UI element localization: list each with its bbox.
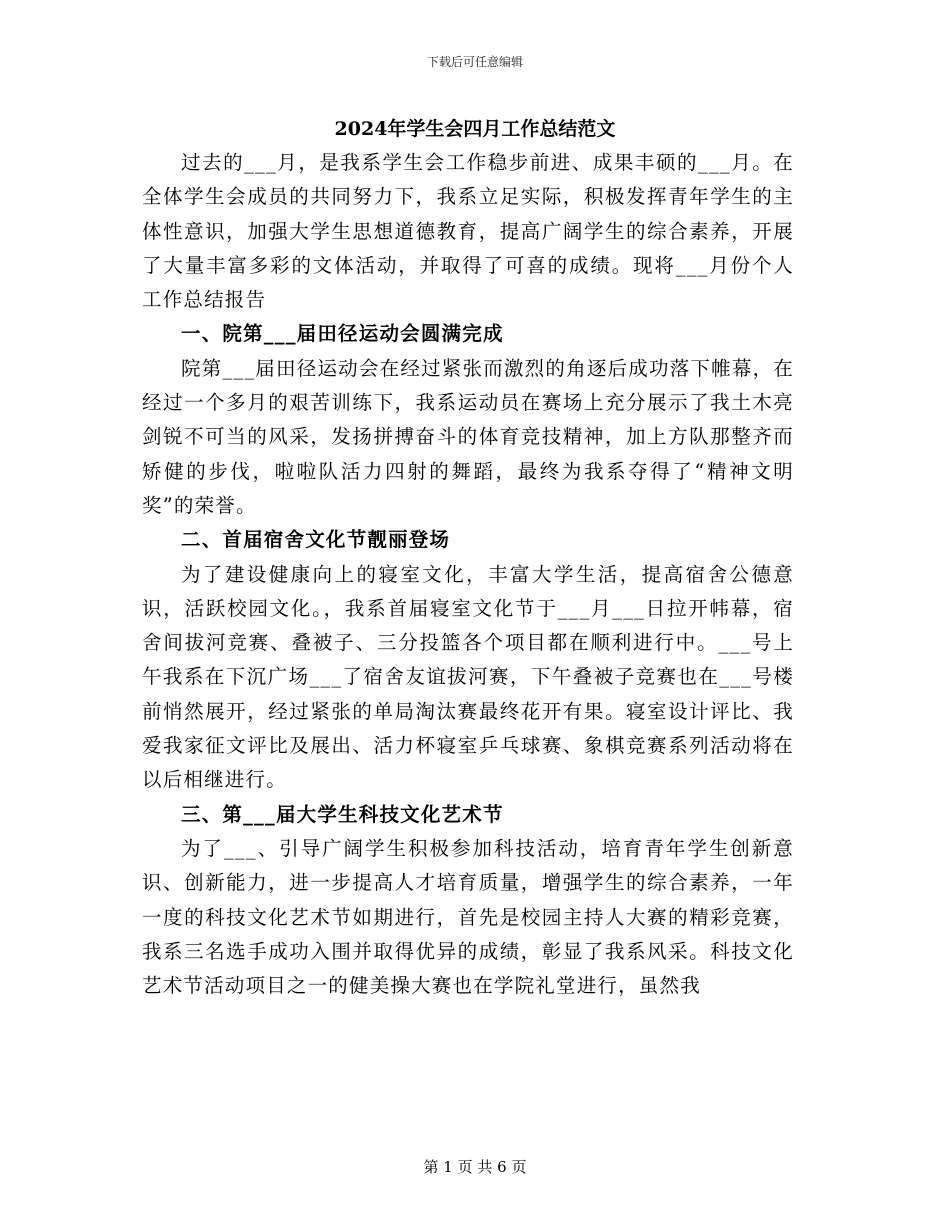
section-heading-1: 一、院第___届田径运动会圆满完成 [181, 322, 504, 346]
section-heading-2: 二、首届宿舍文化节靓丽登场 [181, 528, 451, 552]
document-body [142, 146, 794, 1003]
section-paragraph-1: 院第___届田径运动会在经过紧张而激烈的角逐后成功落下帷幕，在经过一个多月的艰苦训练下，我系运动员在赛场上充分展示了我土木亮剑锐不可当的风采，发扬拼搏奋斗的体育竞技精神，加上方队那整齐而矫健的步伐，啦啦队活力四射的舞蹈，最终为我系夺得了“精神文明奖”的荣誉。 [142, 356, 794, 517]
section-paragraph-3: 为了___、引导广阔学生积极参加科技活动，培育青年学生创新意识、创新能力，进一步提高人才培育质量，增强学生的综合素养，一年一度的科技文化艺术节如期进行，首先是校园主持人大赛的精彩竞赛，我系三名选手成功入围并取得优异的成绩，彰显了我系风采。科技文化艺术节活动项目之一的健美操大赛也在学院礼堂进行，虽然我 [142, 836, 794, 998]
page-number: 第 1 页 共 6 页 [423, 1158, 527, 1176]
section-paragraph-2: 为了建设健康向上的寝室文化，丰富大学生活，提高宿舍公德意识，活跃校园文化。，我系首届寝室文化节于___月___日拉开帏幕，宿舍间拔河竞赛、叠被子、三分投篮各个项目都在顺利进行中。___号上午我系在下沉广场___了宿舍友谊拔河赛，下午叠被子竞赛也在___号楼前悄然展开，经过紧张的单局淘汰赛最终花开有果。寝室设计评比、我爱我家征文评比及展出、活力杯寝室乒乓球赛、象棋竞赛系列活动将在以后相继进行。 [142, 562, 794, 792]
page-header-note: 下载后可任意编辑 [426, 55, 523, 69]
document-title: 2024年学生会四月工作总结范文 [334, 118, 616, 140]
intro-paragraph: 过去的___月，是我系学生会工作稳步前进、成果丰硕的___月。在全体学生会成员的共同努力下，我系立足实际，积极发挥青年学生的主体性意识，加强大学生思想道德教育，提高广阔学生的综合素养，开展了大量丰富多彩的文体活动，并取得了可喜的成绩。现将___月份个人工作总结报告 [142, 151, 794, 312]
section-heading-3: 三、第___届大学生科技文化艺术节 [181, 802, 504, 826]
